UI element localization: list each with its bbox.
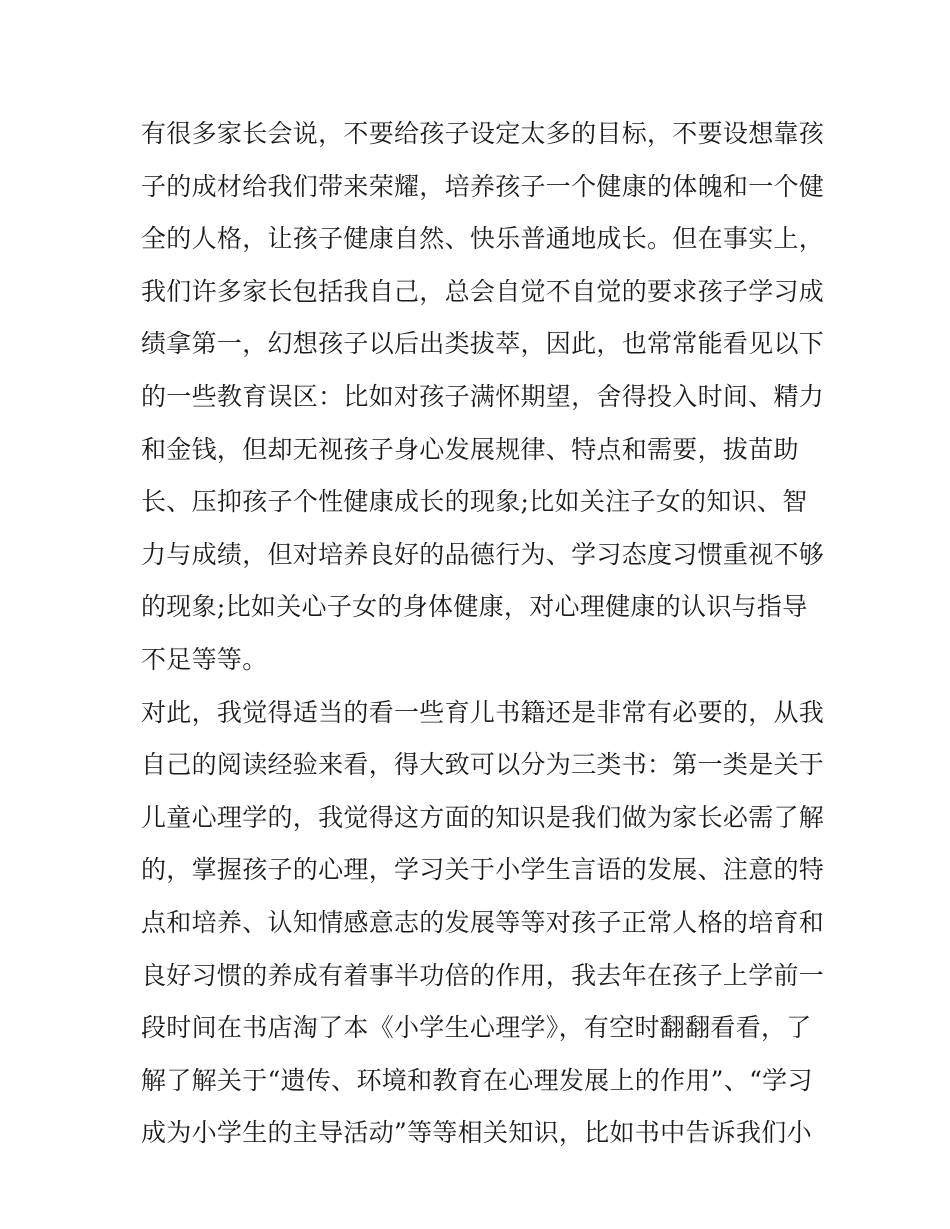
text-line: 良好习惯的养成有着事半功倍的作用，我去年在孩子上学前一 (141, 960, 825, 990)
text-line: 的一些教育误区：比如对孩子满怀期望，舍得投入时间、精力 (141, 381, 825, 411)
text-line: 的，掌握孩子的心理，学习关于小学生言语的发展、注意的特 (141, 855, 825, 885)
text-line: 不足等等。 (141, 644, 268, 674)
text-line: 成为小学生的主导活动”等等相关知识，比如书中告诉我们小 (141, 1118, 812, 1148)
paragraph-1 (141, 108, 825, 687)
text-line: 段时间在书店淘了本《小学生心理学》，有空时翻翻看看，了 (141, 1013, 812, 1043)
text-line: 的现象;比如关心子女的身体健康，对心理健康的认识与指导 (141, 592, 808, 622)
text-line: 点和培养、认知情感意志的发展等等对孩子正常人格的培育和 (141, 907, 825, 937)
text-line: 我们许多家长包括我自己，总会自觉不自觉的要求孩子学习成 (141, 276, 825, 306)
body-text (141, 108, 825, 1160)
text-line: 和金钱，但却无视孩子身心发展规律、特点和需要，拔苗助 (141, 434, 799, 464)
text-line: 子的成材给我们带来荣耀，培养孩子一个健康的体魄和一个健 (141, 171, 825, 201)
text-line: 力与成绩，但对培养良好的品德行为、学习态度习惯重视不够 (141, 539, 825, 569)
text-line: 儿童心理学的，我觉得这方面的知识是我们做为家长必需了解 (141, 802, 825, 832)
text-line: 对此，我觉得适当的看一些育儿书籍还是非常有必要的，从我 (141, 697, 825, 727)
text-line: 全的人格，让孩子健康自然、快乐普通地成长。但在事实上， (141, 224, 825, 254)
text-line: 自己的阅读经验来看，得大致可以分为三类书：第一类是关于 (141, 750, 825, 780)
text-line: 绩拿第一，幻想孩子以后出类拔萃，因此，也常常能看见以下 (141, 329, 825, 359)
paragraph-2 (141, 687, 825, 1160)
text-line: 有很多家长会说，不要给孩子设定太多的目标，不要设想靠孩 (141, 119, 825, 148)
text-line: 长、压抑孩子个性健康成长的现象;比如关注子女的知识、智 (141, 487, 808, 517)
text-line: 解了解关于“遗传、环境和教育在心理发展上的作用”、“学习 (141, 1065, 813, 1095)
